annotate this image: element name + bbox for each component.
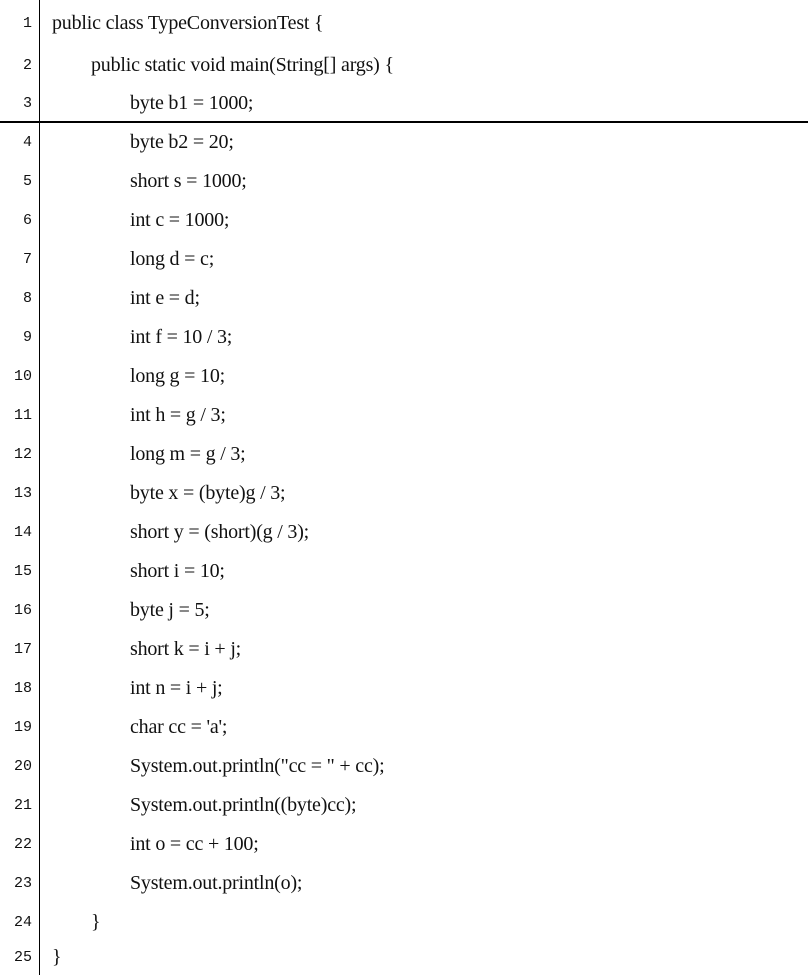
line-number: 4	[22, 134, 32, 151]
line-number: 3	[22, 95, 32, 112]
code-text: int c = 1000;	[130, 209, 230, 231]
code-text: short i = 10;	[130, 560, 225, 582]
line-number: 6	[22, 212, 32, 229]
code-line	[0, 552, 808, 591]
line-number: 12	[13, 446, 32, 463]
code-text: System.out.println("cc = " + cc);	[130, 755, 385, 777]
code-line	[0, 279, 808, 318]
code-line	[0, 630, 808, 669]
code-line	[0, 903, 808, 942]
code-text: byte x = (byte)g / 3;	[130, 482, 286, 504]
line-number: 10	[13, 368, 32, 385]
code-line	[0, 747, 808, 786]
line-number: 20	[13, 758, 32, 775]
code-line	[0, 474, 808, 513]
line-number: 7	[22, 251, 32, 268]
code-line	[0, 513, 808, 552]
line-number: 17	[13, 641, 32, 658]
code-text: short y = (short)(g / 3);	[130, 521, 310, 543]
line-number: 15	[13, 563, 32, 580]
line-number: 5	[22, 173, 32, 190]
code-text: System.out.println((byte)cc);	[130, 794, 357, 816]
code-line	[0, 84, 808, 123]
code-line	[0, 4, 808, 43]
code-text: long m = g / 3;	[130, 443, 246, 465]
line-number: 16	[13, 602, 32, 619]
code-line	[0, 938, 808, 977]
line-number: 9	[22, 329, 32, 346]
code-text: long d = c;	[130, 248, 215, 270]
code-text: int e = d;	[130, 287, 200, 309]
code-line	[0, 786, 808, 825]
code-text: short k = i + j;	[130, 638, 242, 660]
line-number: 14	[13, 524, 32, 541]
code-text: public class TypeConversionTest {	[52, 12, 324, 34]
code-text: char cc = 'a';	[130, 716, 228, 738]
code-text: byte b1 = 1000;	[130, 92, 254, 114]
code-text: long g = 10;	[130, 365, 225, 387]
code-text: public static void main(String[] args) {	[91, 54, 394, 76]
code-line	[0, 240, 808, 279]
code-text: }	[52, 946, 62, 968]
code-line	[0, 591, 808, 630]
code-text: int h = g / 3;	[130, 404, 226, 426]
code-line	[0, 318, 808, 357]
line-number: 25	[13, 949, 32, 966]
line-number: 22	[13, 836, 32, 853]
code-text: System.out.println(o);	[130, 872, 303, 894]
line-number: 13	[13, 485, 32, 502]
line-number: 11	[13, 407, 32, 424]
line-number: 8	[22, 290, 32, 307]
code-line	[0, 669, 808, 708]
code-line	[0, 123, 808, 162]
line-number: 19	[13, 719, 32, 736]
code-line	[0, 396, 808, 435]
code-text: byte j = 5;	[130, 599, 210, 621]
code-text: int n = i + j;	[130, 677, 223, 699]
code-text: int o = cc + 100;	[130, 833, 259, 855]
code-line	[0, 46, 808, 85]
code-text: }	[91, 911, 101, 933]
line-number: 21	[13, 797, 32, 814]
line-number: 24	[13, 914, 32, 931]
code-line	[0, 201, 808, 240]
line-number: 2	[22, 57, 32, 74]
code-line	[0, 162, 808, 201]
code-line	[0, 864, 808, 903]
code-text: short s = 1000;	[130, 170, 247, 192]
code-line	[0, 708, 808, 747]
code-line	[0, 435, 808, 474]
code-text: int f = 10 / 3;	[130, 326, 233, 348]
code-line	[0, 825, 808, 864]
code-line	[0, 357, 808, 396]
line-number: 23	[13, 875, 32, 892]
line-number: 1	[22, 15, 32, 32]
code-text: byte b2 = 20;	[130, 131, 234, 153]
line-number: 18	[13, 680, 32, 697]
